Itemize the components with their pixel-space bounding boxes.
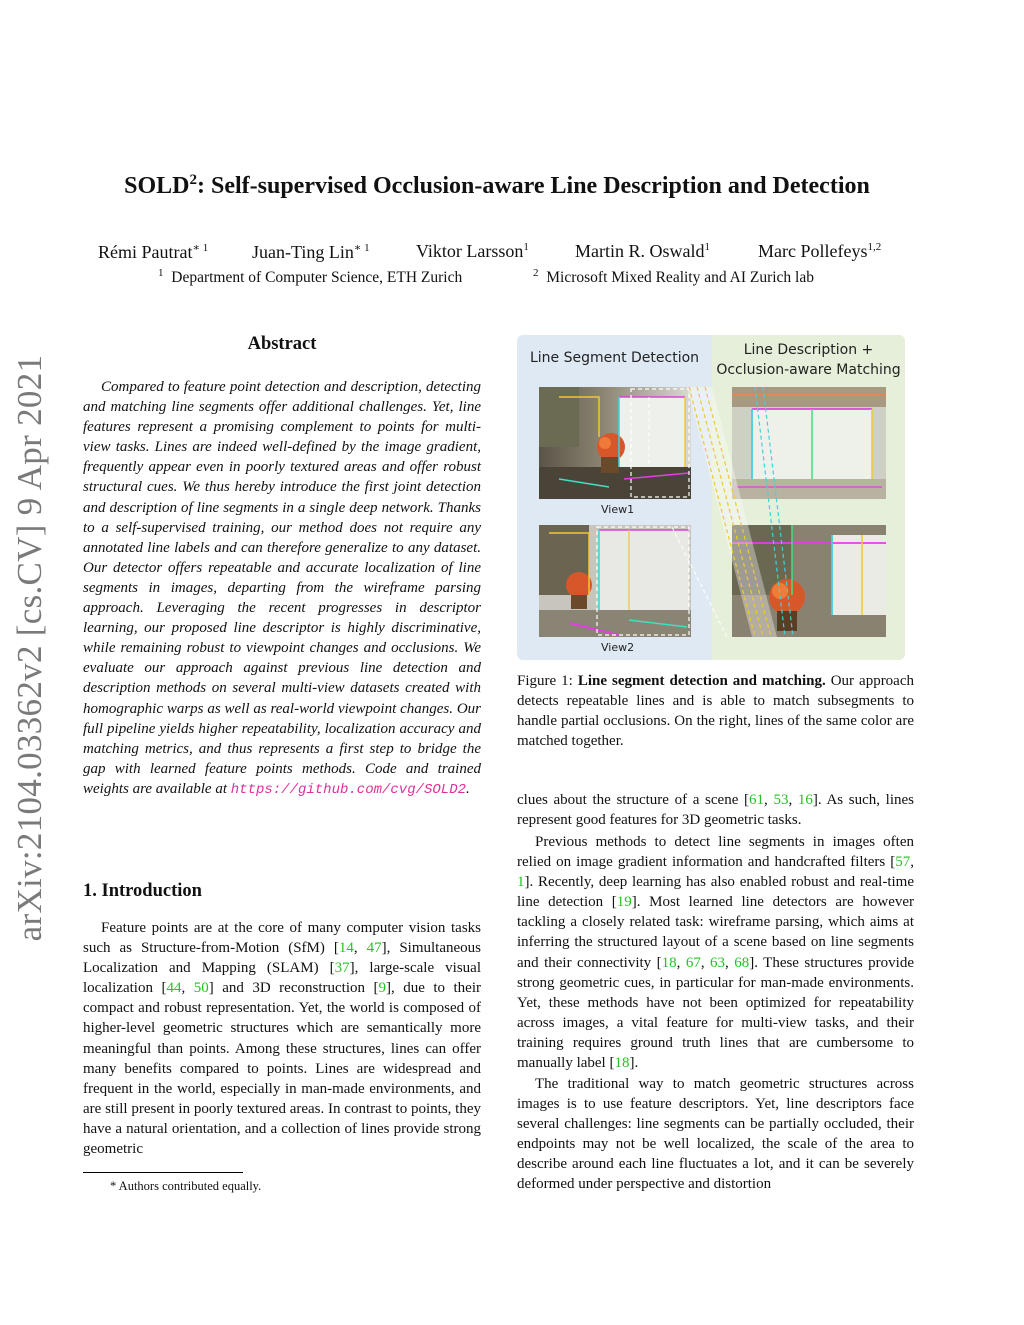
abstract-text: Compared to feature point detection and description, detecting and matching line segments offer additional challenges. Yet, line features represent a promising complement to points for multi-view tasks. Lines are indeed well-defined by the image gradient, frequently appear even in poorly textured areas and offer robust structural cues. We thus hereby introduce the first joint detection and description of line segments in a single deep network. Thanks to a self-supervised training, our method does not require any annotated line labels and can therefore generalize to any dataset. Our detector offers repeatable and accurate localization of line segments in images, departing from the wireframe parsing approach. Leveraging the recent progresses in descriptor learning, our proposed line descriptor is highly discriminative, while remaining robust to viewpoint changes and occlusions. We evaluate our approach against previous line detection and description methods on several multi-view datasets created with homographic warps as well as real-world viewpoint changes. Our full pipeline yields higher repeatability, localization accuracy and matching metrics, and thus represents a first step to bridge the gap with learned feature points methods. Code and trained weights are available at — [83, 379, 481, 797]
citation-link[interactable]: 37 — [334, 960, 350, 977]
citation-link[interactable]: 63 — [710, 954, 726, 971]
affiliation-2: $^2$ Microsoft Mixed Reality and AI Zurich lab — [533, 267, 814, 287]
code-link[interactable]: https://github.com/cvg/SOLD2 — [230, 781, 467, 798]
intro-text-1: Feature points are at the core of many computer vision tasks such as Structure-from-Motion (SfM) [14, 47], Simultaneous Localization and Mapping (SLAM) [37], large-scale visual localization [44, 50] and 3D reconstruction [9], due to their compact and robust representation. Yet, the world is composed of higher-level geometric structures which are semantically more meaningful than points. Among these structures, lines can offer many benefits compared to points. Lines are widespread and frequent in the world, especially in man-made environments, and are still present in poorly textured areas. In contrast to points, they have a natural orientation, and a collection of lines provide strong geometric — [83, 920, 482, 1158]
affiliation-1: $^1$ Department of Computer Science, ETH Zurich — [158, 267, 463, 287]
abstract-body: Compared to feature point detection and description, detecting and matching line segments offer additional challenges. Yet, line features represent a promising complement to points for multi-view tasks. Lines are indeed well-defined by the image gradient, frequently appear even in poorly textured areas and offer robust structural cues. We thus hereby introduce the first joint detection and description of line segments in a single deep network. Thanks to a self-supervised training, our method does not require any annotated line labels and can therefore generalize to any dataset. Our detector offers repeatable and accurate localization of line segments in images, departing from the wireframe parsing approach. Leveraging the recent progresses in descriptor learning, our proposed line descriptor is highly discriminative, while remaining robust to viewpoint changes and occlusions. We evaluate our approach against previous line detection and description methods on several multi-view datasets created with homographic warps as well as real-world viewpoint changes. Our full pipeline yields higher repeatability, localization accuracy and matching metrics, and thus represents a first step to bridge the gap with learned feature points methods. Code and trained weights are available at https://github.com/cvg/SOLD2. — [83, 379, 481, 798]
match-connectors — [667, 387, 797, 637]
citation-link[interactable]: 9 — [378, 980, 386, 997]
citation-link[interactable]: 14 — [338, 940, 354, 957]
citation-link[interactable]: 47 — [366, 940, 382, 957]
citation-link[interactable]: 67 — [685, 954, 701, 971]
intro-paragraph-4 — [517, 1074, 914, 1195]
view2-label: View2 — [601, 641, 635, 654]
intro-paragraph-1 — [83, 918, 481, 1159]
citation-link[interactable]: 50 — [193, 980, 209, 997]
title-main: SOLD — [124, 173, 190, 199]
citation-link[interactable]: 1 — [517, 874, 525, 891]
intro-text-4: The traditional way to match geometric structures across images is to use feature descriptors. Yet, line descriptors face several challenges: line segments can be partially occluded, their endpoints may not be well localized, the scale of the area to describe around each line fluctuates a lot, and it can be severely deformed under perspective and distortion — [517, 1076, 914, 1193]
citation-link[interactable]: 44 — [166, 980, 182, 997]
intro-text-2: clues about the structure of a scene [61, 53, 16]. As such, lines represent good features for 3D geometric tasks. — [517, 792, 915, 829]
intro-paragraph-2 — [517, 790, 914, 830]
author-2: Juan-Ting Lin$^{∗ 1}$ — [252, 242, 370, 262]
intro-paragraph-3 — [517, 832, 914, 1073]
citation-link[interactable]: 16 — [797, 792, 813, 808]
citation-link[interactable]: 18 — [614, 1055, 630, 1072]
citation-link[interactable]: 18 — [661, 954, 677, 971]
author-4: Martin R. Oswald$^1$ — [575, 241, 710, 261]
author-1: Rémi Pautrat$^{∗ 1}$ — [98, 242, 209, 262]
citation-link[interactable]: 61 — [749, 792, 765, 808]
title-superscript: 2 — [189, 172, 197, 188]
footnote-rule — [83, 1172, 243, 1173]
author-3: Viktor Larsson$^1$ — [416, 241, 529, 261]
figure-1-caption: Figure 1: Line segment detection and matching. Our approach detects repeatable lines and is able to match subsegments to handle partial occlusions. On the right, lines of the same color are matched together. — [517, 673, 914, 750]
author-5: Marc Pollefeys$^{1,2}$ — [758, 241, 882, 261]
arxiv-identifier: arXiv:2104.03362v2 [cs.CV] 9 Apr 2021 — [10, 354, 49, 942]
figure-1 — [517, 335, 905, 660]
citation-link[interactable]: 57 — [895, 854, 911, 871]
figure-right-label-1: Line Description + — [743, 342, 874, 358]
intro-heading: 1. Introduction — [83, 881, 202, 901]
paper-title — [60, 172, 934, 200]
figure-right-label-2: Occlusion-aware Matching — [716, 362, 901, 378]
intro-text-3: Previous methods to detect line segments in images often relied on image gradient information and handcrafted filters [57, 1]. Recently, deep learning has also enabled robust and real-time line detection [19]. Most learned line detectors are however tackling a closely related task: wireframe parsing, which aims at inferring the structured layout of a scene based on line segments and their connectivity [18, 67, 63, 68]. These structures provide strong geometric cues, in particular for man-made environments. Yet, these methods have not been optimized for repeatability across images, a vital feature for multi-view tasks, and their training requires ground truth lines that are cumbersome to manually label [18]. — [517, 834, 915, 1072]
citation-link[interactable]: 68 — [734, 954, 750, 971]
abstract-heading: Abstract — [247, 334, 317, 354]
figure-left-label: Line Segment Detection — [529, 350, 700, 366]
footnote: * Authors contributed equally. — [110, 1179, 262, 1193]
citation-link[interactable]: 53 — [773, 792, 789, 808]
title-rest: : Self-supervised Occlusion-aware Line Description and Detection — [197, 173, 870, 199]
view1-label: View1 — [601, 503, 635, 516]
citation-link[interactable]: 19 — [616, 894, 632, 911]
